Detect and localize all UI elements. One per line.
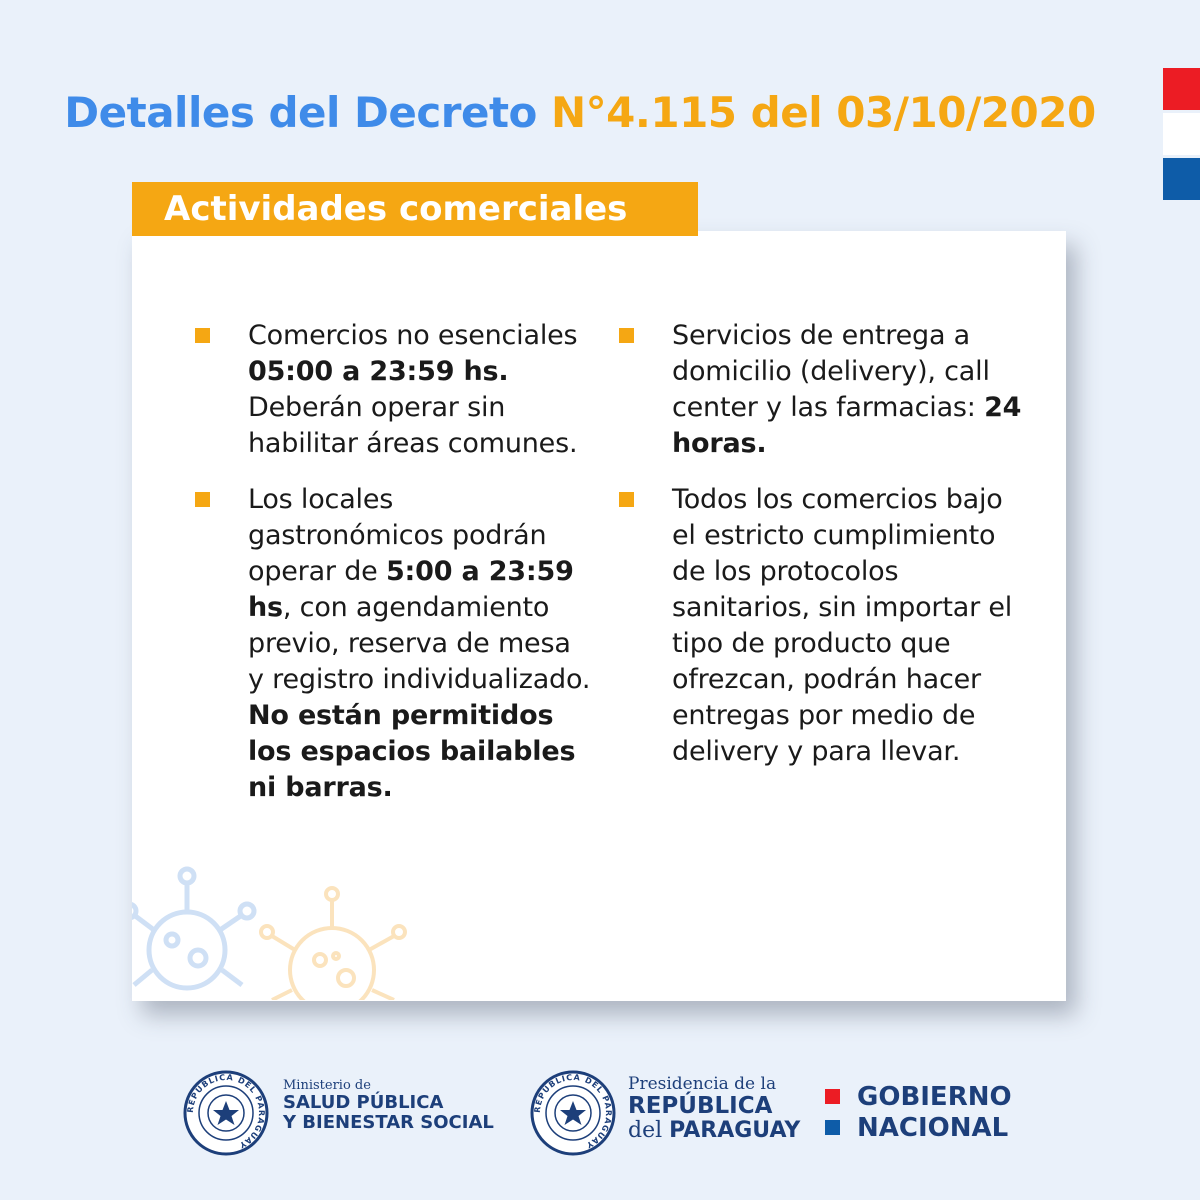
bullet-square-icon [619, 328, 634, 343]
ministry-line1: Ministerio de [283, 1078, 371, 1093]
paraguay-flag [1163, 68, 1200, 203]
ministry-line2: SALUD PÚBLICA [283, 1092, 444, 1113]
ministry-logo-text [283, 1078, 494, 1133]
list-item-text: Todos los comercios bajo el estricto cumplimiento de los protocolos sanitarios, sin importar el tipo de producto que ofrezcan, podrán hacer entregas por medio de delivery y para llevar. [672, 484, 1013, 767]
blue-square-icon [825, 1120, 840, 1135]
presidency-line2: REPÚBLICA [628, 1093, 773, 1119]
national-seal-icon [530, 1070, 616, 1156]
svg-text:REPÚBLICA DEL PARAGUAY: REPÚBLICA DEL PARAGUAY [185, 1072, 267, 1151]
bullet-square-icon [195, 328, 210, 343]
section-header-actividades: Actividades comerciales [132, 182, 698, 236]
flag-red-stripe [1163, 68, 1200, 110]
flag-white-stripe [1163, 113, 1200, 155]
left-column [193, 318, 593, 826]
list-item [617, 318, 1027, 462]
ministry-line3: Y BIENESTAR SOCIAL [283, 1112, 494, 1133]
list-item [193, 318, 593, 462]
presidency-line3: del PARAGUAY [628, 1118, 801, 1143]
list-item-text: Servicios de entrega a domicilio (delivery), call center y las farmacias: 24 horas. [672, 320, 1022, 459]
list-item [193, 482, 593, 806]
presidency-line1: Presidencia de la [628, 1074, 777, 1094]
national-seal-icon [183, 1070, 269, 1156]
list-item-text: Comercios no esenciales 05:00 a 23:59 hs. Deberán operar sin habilitar áreas comunes. [248, 320, 578, 459]
flag-blue-stripe [1163, 158, 1200, 200]
right-column [617, 318, 1027, 790]
bullet-square-icon [619, 492, 634, 507]
presidency-logo-text [628, 1074, 800, 1143]
title-decree-label: Detalles del Decreto [64, 88, 537, 137]
virus-decoration-icon [132, 860, 422, 1000]
title-decree-number: N°4.115 del 03/10/2020 [551, 88, 1096, 137]
footer-logos [0, 1062, 1200, 1162]
page-title [0, 88, 1160, 137]
svg-text:REPÚBLICA DEL PARAGUAY: REPÚBLICA DEL PARAGUAY [532, 1072, 614, 1151]
bullet-square-icon [195, 492, 210, 507]
list-item-text: Los locales gastronómicos podrán operar de 5:00 a 23:59 hs, con agendamiento previo, reserva de mesa y registro individualizado. No están permitidos los espacios bailables ni barras. [248, 484, 591, 803]
red-square-icon [825, 1089, 840, 1104]
gobierno-nacional-text: GOBIERNO NACIONAL [857, 1082, 1012, 1143]
list-item [617, 482, 1027, 770]
